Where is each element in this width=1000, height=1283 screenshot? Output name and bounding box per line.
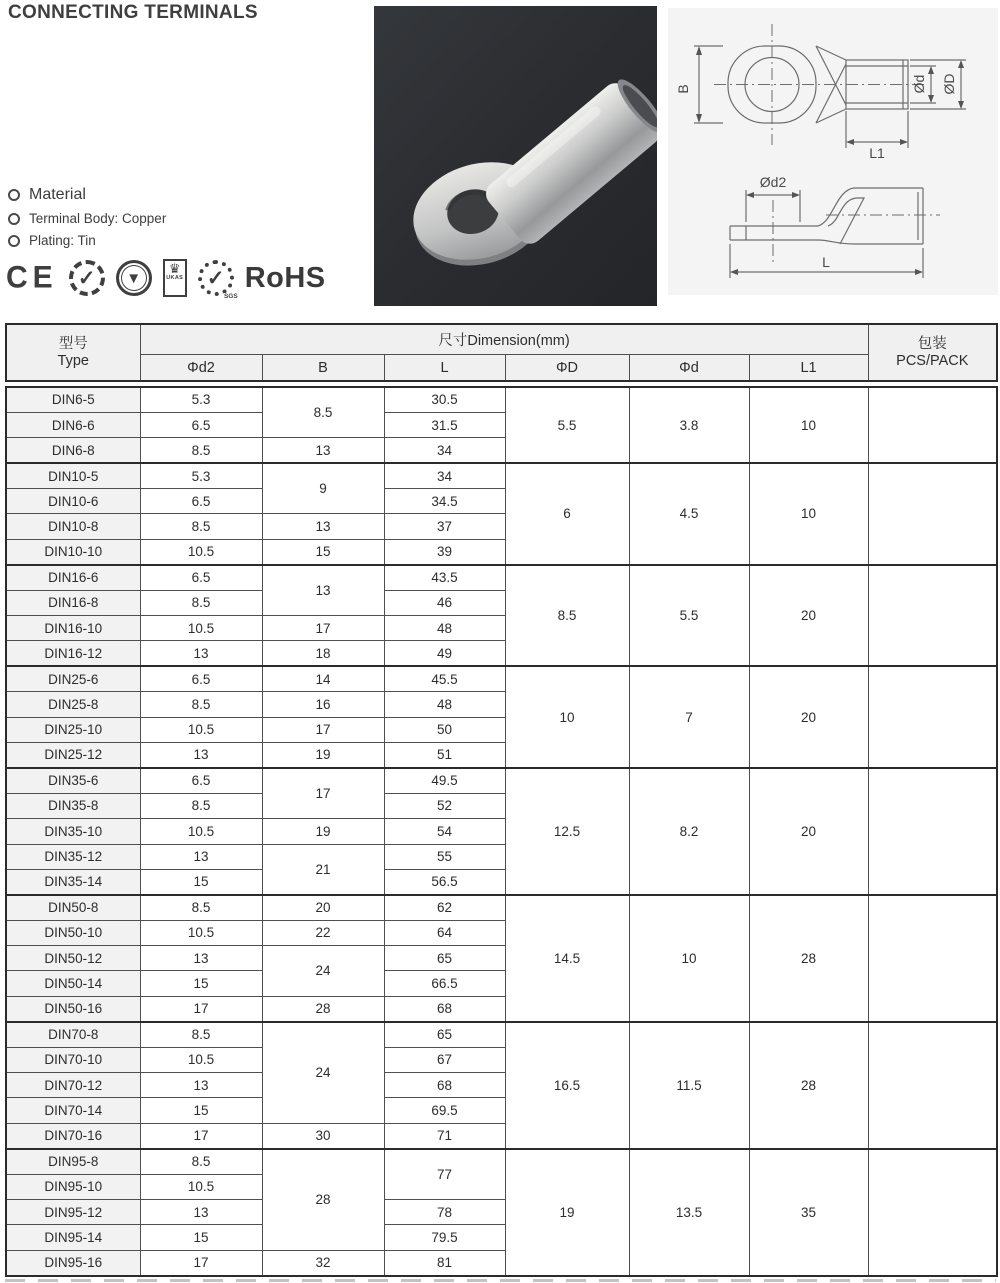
ukas-badge-icon: ♛ UKAS [163,259,187,297]
cell-L: 67 [384,1047,505,1072]
dim-label-l1: L1 [869,145,885,161]
cell-pack [868,387,997,463]
cell-B: 20 [262,895,384,920]
cell-type: DIN70-8 [6,1022,140,1047]
cell-L: 34 [384,438,505,463]
col-header-d2: Φd2 [140,355,262,382]
cell-d2: 17 [140,996,262,1021]
cell-L: 49 [384,641,505,666]
cell-B: 13 [262,565,384,616]
cell-OD: 14.5 [505,895,629,1022]
cell-type: DIN35-12 [6,844,140,869]
cell-pack [868,1022,997,1149]
cell-type: DIN10-8 [6,514,140,539]
cell-pack [868,1149,997,1276]
cell-B: 17 [262,717,384,742]
cell-B: 15 [262,539,384,564]
cell-type: DIN10-6 [6,489,140,514]
col-header-type-zh: 型号 [58,335,88,352]
cell-type: DIN50-14 [6,971,140,996]
col-header-L: L [384,355,505,382]
cell-L: 50 [384,717,505,742]
cell-type: DIN70-10 [6,1047,140,1072]
cell-B: 24 [262,1022,384,1124]
cell-OD: 5.5 [505,387,629,463]
cell-L1: 28 [749,1022,868,1149]
cell-L: 66.5 [384,971,505,996]
cell-d2: 8.5 [140,692,262,717]
cell-type: DIN50-8 [6,895,140,920]
dim-label-B: B [675,84,691,94]
material-heading: Material [29,186,86,203]
sgs-label: SGS [223,293,238,300]
bullet-icon [8,213,20,225]
cell-L: 68 [384,1073,505,1098]
cell-L1: 35 [749,1149,868,1276]
cell-L: 65 [384,946,505,971]
col-header-type [6,324,140,381]
cell-type: DIN35-10 [6,819,140,844]
cell-L1: 20 [749,565,868,667]
cell-B: 28 [262,996,384,1021]
col-header-pack-zh: 包装 [917,335,947,352]
cell-L: 52 [384,793,505,818]
cell-pack [868,895,997,1022]
ce-mark-icon: CE [6,260,58,295]
cell-L1: 20 [749,666,868,768]
cell-L: 78 [384,1200,505,1225]
cell-L: 64 [384,920,505,945]
cell-type: DIN70-16 [6,1123,140,1148]
cell-type: DIN95-12 [6,1200,140,1225]
cell-B: 24 [262,946,384,997]
cell-type: DIN50-12 [6,946,140,971]
cell-d2: 17 [140,1123,262,1148]
col-header-L1: L1 [749,355,868,382]
cell-OD: 8.5 [505,565,629,667]
cell-type: DIN6-6 [6,412,140,437]
cell-L: 68 [384,996,505,1021]
cell-type: DIN35-8 [6,793,140,818]
dim-label-l: L [822,254,830,270]
cell-Od: 11.5 [629,1022,749,1149]
cell-L1: 10 [749,387,868,463]
cell-d2: 5.3 [140,387,262,412]
cell-L: 49.5 [384,768,505,793]
cell-B: 21 [262,844,384,895]
cell-L: 45.5 [384,666,505,691]
cell-L: 62 [384,895,505,920]
cell-L: 34.5 [384,489,505,514]
cell-d2: 8.5 [140,1022,262,1047]
terminal-lug-photo-image [374,6,657,306]
cell-type: DIN16-8 [6,590,140,615]
cell-type: DIN95-8 [6,1149,140,1174]
cell-d2: 13 [140,1200,262,1225]
cell-L: 69.5 [384,1098,505,1123]
page-title: CONNECTING TERMINALS [8,2,258,23]
cell-L: 34 [384,463,505,488]
cell-type: DIN70-14 [6,1098,140,1123]
cell-type: DIN50-16 [6,996,140,1021]
cell-L: 71 [384,1123,505,1148]
cell-L: 56.5 [384,869,505,894]
cell-type: DIN6-8 [6,438,140,463]
col-header-pack-en: PCS/PACK [896,352,969,369]
cell-B: 16 [262,692,384,717]
cell-d2: 13 [140,844,262,869]
cell-B: 17 [262,768,384,819]
cell-B: 13 [262,438,384,463]
cell-type: DIN95-16 [6,1250,140,1275]
col-header-type-en: Type [57,352,89,369]
cell-type: DIN16-10 [6,616,140,641]
cell-type: DIN35-14 [6,869,140,894]
product-photo [374,6,657,306]
material-section [8,186,166,255]
cell-d2: 8.5 [140,514,262,539]
cell-Od: 3.8 [629,387,749,463]
cell-d2: 8.5 [140,438,262,463]
cell-type: DIN25-10 [6,717,140,742]
rohs-label: RoHS [244,261,326,294]
page-crop-line [5,1279,996,1282]
col-header-Od: Φd [629,355,749,382]
cell-d2: 8.5 [140,793,262,818]
cell-d2: 13 [140,946,262,971]
cell-B: 18 [262,641,384,666]
cell-B: 19 [262,742,384,767]
cell-L1: 20 [749,768,868,895]
iso-crown-seal-icon: ▼ [116,260,152,296]
cell-type: DIN16-6 [6,565,140,590]
cell-d2: 15 [140,971,262,996]
cell-B: 32 [262,1250,384,1275]
spec-table [5,386,998,1277]
cell-d2: 10.5 [140,819,262,844]
bullet-icon [8,235,20,247]
cell-Od: 4.5 [629,463,749,565]
cell-L: 30.5 [384,387,505,412]
cell-B: 28 [262,1149,384,1251]
cell-L: 65 [384,1022,505,1047]
cell-pack [868,565,997,667]
cell-L: 51 [384,742,505,767]
cell-L: 48 [384,616,505,641]
cell-d2: 10.5 [140,1047,262,1072]
cell-type: DIN25-8 [6,692,140,717]
cell-B: 9 [262,463,384,514]
cell-type: DIN35-6 [6,768,140,793]
cell-L: 46 [384,590,505,615]
cell-type: DIN6-5 [6,387,140,412]
cell-type: DIN10-10 [6,539,140,564]
cell-d2: 6.5 [140,768,262,793]
dimension-diagram [668,8,998,295]
cell-d2: 8.5 [140,895,262,920]
cell-d2: 8.5 [140,590,262,615]
spec-table-header [5,323,998,382]
cell-L1: 28 [749,895,868,1022]
cell-L: 37 [384,514,505,539]
dim-label-od: Ød [911,74,927,94]
cell-d2: 15 [140,1225,262,1250]
cell-B: 19 [262,819,384,844]
cell-d2: 10.5 [140,717,262,742]
cell-B: 14 [262,666,384,691]
cell-d2: 10.5 [140,616,262,641]
cell-L: 79.5 [384,1225,505,1250]
dim-label-oD: ØD [941,73,957,95]
col-header-OD: ΦD [505,355,629,382]
cell-d2: 15 [140,869,262,894]
cell-Od: 5.5 [629,565,749,667]
col-header-pack [868,324,997,381]
cell-type: DIN50-10 [6,920,140,945]
cell-d2: 10.5 [140,539,262,564]
cell-d2: 13 [140,742,262,767]
cell-B: 17 [262,616,384,641]
col-header-dimension: 尺寸Dimension(mm) [140,324,868,355]
cell-L1: 10 [749,463,868,565]
cell-Od: 10 [629,895,749,1022]
material-item: Plating: Tin [29,233,96,248]
cell-OD: 12.5 [505,768,629,895]
cell-OD: 16.5 [505,1022,629,1149]
cell-L: 81 [384,1250,505,1275]
spec-table-body [6,387,997,1276]
cell-L: 43.5 [384,565,505,590]
cell-type: DIN10-5 [6,463,140,488]
cell-B: 13 [262,514,384,539]
cell-d2: 5.3 [140,463,262,488]
cell-d2: 17 [140,1250,262,1275]
cell-type: DIN25-6 [6,666,140,691]
cell-L: 54 [384,819,505,844]
sgs-seal-icon: ✓ SGS [198,260,234,296]
cell-d2: 13 [140,641,262,666]
cell-type: DIN70-12 [6,1073,140,1098]
cell-L: 31.5 [384,412,505,437]
cell-d2: 10.5 [140,920,262,945]
certification-row [6,256,326,300]
cell-type: DIN25-12 [6,742,140,767]
cell-Od: 8.2 [629,768,749,895]
cell-B: 30 [262,1123,384,1148]
cell-type: DIN95-10 [6,1174,140,1199]
bullet-icon [8,189,20,201]
cell-d2: 6.5 [140,666,262,691]
cell-d2: 13 [140,1073,262,1098]
cell-d2: 6.5 [140,489,262,514]
ukas-label: UKAS [166,275,184,281]
cell-type: DIN95-14 [6,1225,140,1250]
cell-B: 22 [262,920,384,945]
cell-B: 8.5 [262,387,384,438]
cell-L: 48 [384,692,505,717]
cell-OD: 6 [505,463,629,565]
checkmark-seal-icon: ✓ [69,260,105,296]
cell-d2: 6.5 [140,565,262,590]
cell-d2: 15 [140,1098,262,1123]
col-header-B: B [262,355,384,382]
cell-OD: 19 [505,1149,629,1276]
cell-d2: 6.5 [140,412,262,437]
cell-type: DIN16-12 [6,641,140,666]
cell-d2: 8.5 [140,1149,262,1174]
cell-L: 39 [384,539,505,564]
cell-pack [868,768,997,895]
cell-pack [868,463,997,565]
material-item: Terminal Body: Copper [29,211,167,226]
cell-Od: 7 [629,666,749,768]
cell-Od: 13.5 [629,1149,749,1276]
cell-L: 55 [384,844,505,869]
cell-d2: 10.5 [140,1174,262,1199]
dim-label-od2: Ød2 [759,174,787,190]
cell-L: 77 [384,1149,505,1200]
cell-pack [868,666,997,768]
cell-OD: 10 [505,666,629,768]
